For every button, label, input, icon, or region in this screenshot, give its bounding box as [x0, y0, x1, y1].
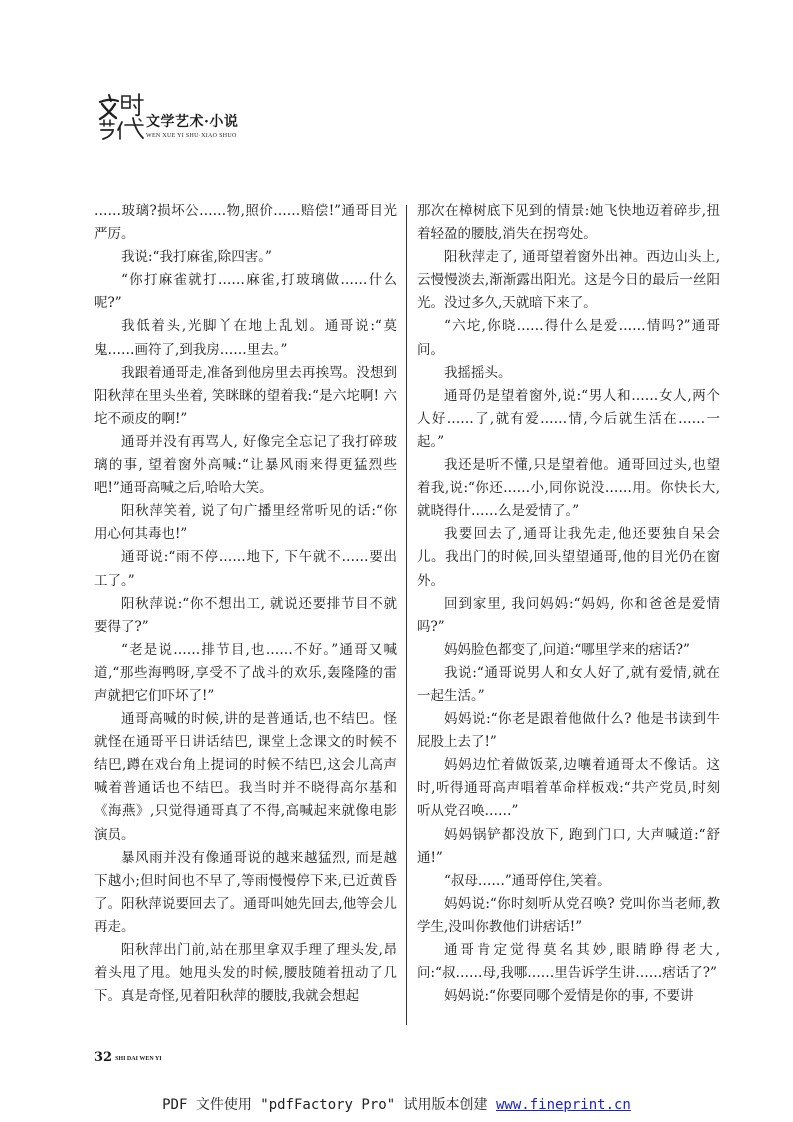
paragraph: “你打麻雀就打……麻雀,打玻璃做……什么呢?” [94, 272, 397, 312]
paragraph: 通哥肯定觉得莫名其妙,眼睛睁得老大,问:“叔……母,我哪……里告诉学生讲……痞话了?” [417, 942, 720, 982]
paragraph: 通哥仍是望着窗外,说:“男人和……女人,两个人好……了,就有爱……情,今后就生活在……一起。” [417, 387, 720, 450]
page-number: 32 [94, 1050, 113, 1065]
paragraph: ……玻璃?损坏公……物,照价……赔偿!”通哥目光严厉。 [94, 203, 397, 243]
paragraph: 我摇摇头。 [444, 364, 512, 381]
footer-text: PDF 文件使用 "pdfFactory Pro" 试用版本创建 [162, 1097, 496, 1113]
paragraph: 阳秋萍说:“你不想出工, 就说还要排节目不就要得了?” [94, 595, 397, 635]
paragraph: 我还是听不懂,只是望着他。通哥回过头,也望着我,说:“你还……小,同你说没……用。你快长大,就晓得什……么是爱情了。” [417, 457, 720, 520]
magazine-name: SHI DAI WEN YI [115, 1056, 162, 1062]
left-text-column [94, 200, 397, 1008]
paragraph: 通哥并没有再骂人, 好像完全忘记了我打碎玻璃的事, 望着窗外高喊:“让暴风雨来得更猛烈些吧!”通哥高喊之后,哈哈大笑。 [94, 433, 397, 497]
paragraph: 阳秋萍出门前,站在那里拿双手理了理头发,昂着头甩了甩。她甩头发的时候,腰肢随着扭动了几下。真是奇怪,见着阳秋萍的腰肢,我就会想起 [94, 942, 397, 1005]
masthead [96, 92, 396, 142]
paragraph: 我说:“通哥说男人和女人好了,就有爱情,就在一起生活。” [417, 664, 720, 704]
page-folio [94, 1046, 162, 1065]
paragraph: 阳秋萍走了, 通哥望着窗外出神。西边山头上,云慢慢淡去,渐渐露出阳光。这是今日的最后一丝阳光。没过多久,天就暗下来了。 [417, 249, 720, 312]
column-divider [406, 205, 407, 1025]
right-text-column [417, 200, 720, 1008]
paragraph: 那次在樟树底下见到的情景:她飞快地迈着碎步,扭着轻盈的腰肢,消失在拐弯处。 [417, 203, 720, 243]
paragraph: 妈妈说:“你时刻听从党召唤? 党叫你当老师,教学生,没叫你教他们讲痞话!” [417, 895, 720, 935]
paragraph: 我低着头,光脚丫在地上乱划。通哥说:“莫鬼……画符了,到我房……里去。” [94, 318, 397, 358]
section-subtitle: WEN XUE YI SHU·XIAO SHUO [146, 133, 237, 139]
paragraph: 妈妈说:“你老是跟着他做什么? 他是书读到牛屁股上去了!” [417, 711, 720, 751]
paragraph: “老是说……排节目,也……不好。”通哥又喊道,“那些海鸭呀,享受不了战斗的欢乐,轰隆隆的雷声就把它们吓坏了!” [94, 641, 397, 704]
paragraph: 妈妈说:“你要同哪个爱情是你的事, 不要讲 [444, 988, 694, 1005]
paragraph: 通哥说:“雨不停……地下, 下午就不……要出工了。” [94, 549, 397, 589]
paragraph: 我说:“我打麻雀,除四害。” [121, 249, 272, 266]
footer-link[interactable]: www.fineprint.cn [496, 1097, 631, 1113]
paragraph: 妈妈脸色都变了,问道:“哪里学来的痞话?” [444, 641, 690, 658]
paragraph: “叔母……”通哥停住,笑着。 [444, 872, 611, 889]
paragraph: 回到家里, 我问妈妈:“妈妈, 你和爸爸是爱情吗?” [417, 595, 720, 635]
svg-text:文时艺代: 文时艺代 [121, 139, 125, 140]
paragraph: 我要回去了,通哥让我先走,他还要独自呆会儿。我出门的时候,回头望望通哥,他的目光仍在窗外。 [417, 526, 720, 589]
paragraph: 暴风雨并没有像通哥说的越来越猛烈, 而是越下越小;但时间也不早了,等雨慢慢停下来,已近黄昏了。阳秋萍说要回去了。通哥叫她先回去,他等会儿再走。 [94, 849, 397, 935]
section-title: 文学艺术·小说 [146, 114, 239, 130]
paragraph: 妈妈锅铲都没放下, 跑到门口, 大声喊道:“舒通!” [417, 826, 720, 866]
logo-calligraphy-icon [96, 92, 146, 140]
paragraph: 妈妈边忙着做饭菜,边嚷着通哥太不像话。这时,听得通哥高声唱着革命样板戏:“共产党员,时刻听从党召唤……” [417, 757, 720, 820]
pdf-watermark-footer [0, 1094, 793, 1114]
paragraph: 通哥高喊的时候,讲的是普通话,也不结巴。怪就怪在通哥平日讲话结巴, 课堂上念课文的时候不结巴,蹲在戏台角上提词的时候不结巴,这会儿高声喊着普通话也不结巴。我当时并不晓得高尔基和《海燕》,只觉得通哥真了不得,高喊起来就像电影演员。 [94, 711, 397, 843]
magazine-logo [96, 92, 146, 140]
paragraph: “六坨,你晓……得什么是爱……情吗?”通哥问。 [417, 318, 720, 358]
paragraph: 我跟着通哥走,准备到他房里去再挨骂。没想到阳秋萍在里头坐着, 笑眯眯的望着我:“是六坨啊! 六坨不顽皮的啊!” [94, 364, 397, 427]
paragraph: 阳秋萍笑着, 说了句广播里经常听见的话:“你用心何其毒也!” [94, 503, 397, 543]
section-label [146, 114, 238, 140]
